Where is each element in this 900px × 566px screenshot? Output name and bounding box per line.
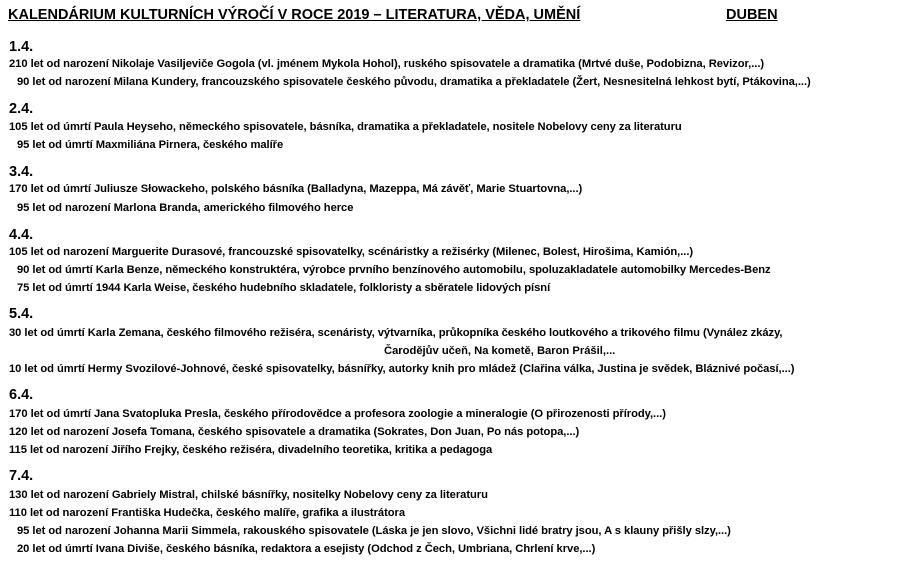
day-heading: 3.4. [9, 164, 34, 180]
anniversary-entry: 90 let od úmrtí Karla Benze, německého konstruktéra, výrobce prvního benzínového automobilu, spoluzakladatele automobilky Mercedes-Benz [17, 264, 771, 276]
anniversary-entry: 90 let od narození Milana Kundery, francouzského spisovatele českého původu, dramatika a překladatele (Žert, Nesnesitelná lehkost bytí, Ptákovina,...) [17, 76, 811, 88]
anniversary-entry: 20 let od úmrtí Ivana Diviše, českého básníka, redaktora a esejisty (Odchod z Čech, Umbriana, Chrlení krve,...) [17, 543, 596, 555]
anniversary-entry: 120 let od narození Josefa Tomana, českého spisovatele a dramatika (Sokrates, Don Juan, Po nás potopa,...) [9, 426, 580, 438]
page-title: KALENDÁRIUM KULTURNÍCH VÝROČÍ V ROCE 2019 – LITERATURA, VĚDA, UMĚNÍ [8, 7, 581, 23]
anniversary-entry: 210 let od narození Nikolaje Vasiljeviče Gogola (vl. jménem Mykola Hohol), ruského spisovatele a dramatika (Mrtvé duše, Podobizna, Revizor,...) [9, 58, 765, 70]
anniversary-entry: 95 let od úmrtí Maxmiliána Pirnera, českého malíře [17, 139, 284, 151]
page-header [8, 7, 888, 27]
anniversary-entry: 30 let od úmrtí Karla Zemana, českého filmového režiséra, scenáristy, výtvarníka, průkopníka českého loutkového a trikového filmu (Vynález zkázy, [9, 327, 783, 339]
day-heading: 5.4. [9, 306, 34, 322]
anniversary-entry: 115 let od narození Jiřího Frejky, českého režiséra, divadelního teoretika, kritika a pedagoga [9, 444, 493, 456]
anniversary-entry: 170 let od úmrtí Juliusze Słowackeho, polského básníka (Balladyna, Mazeppa, Má závěť, Marie Stuartovna,...) [9, 183, 583, 195]
anniversary-entry: 10 let od úmrtí Hermy Svozilové-Johnové, české spisovatelky, básnířky, autorky knih pro mládež (Clařina válka, Justina je svědek, Bláznivé počasí,...) [9, 363, 795, 375]
anniversary-entry: 170 let od úmrtí Jana Svatopluka Presla, českého přírodovědce a profesora zoologie a mineralogie (O přirozenosti přírody,...) [9, 408, 666, 420]
day-heading: 7.4. [9, 468, 34, 484]
anniversary-entry: 105 let od úmrtí Paula Heyseho, německého spisovatele, básníka, dramatika a překladatele, nositele Nobelovy ceny za literaturu [9, 121, 682, 133]
anniversary-entry: 105 let od narození Marguerite Durasové, francouzské spisovatelky, scénáristky a režisérky (Milenec, Bolest, Hirošima, Kamión,...) [9, 246, 694, 258]
day-heading: 2.4. [9, 101, 34, 117]
day-heading: 1.4. [9, 39, 34, 55]
day-heading: 4.4. [9, 227, 34, 243]
anniversary-entry: 75 let od úmrtí 1944 Karla Weise, českého hudebního skladatele, folkloristy a sběratele lidových písní [17, 282, 551, 294]
month-label: DUBEN [726, 7, 778, 23]
anniversary-entry: 110 let od narození Františka Hudečka, českého malíře, grafika a ilustrátora [9, 507, 406, 519]
anniversary-entry: 130 let od narození Gabriely Mistral, chilské básnířky, nositelky Nobelovy ceny za literaturu [9, 489, 488, 501]
anniversary-entry-continuation: Čarodějův učeň, Na kometě, Baron Prášil,... [384, 345, 616, 357]
anniversary-entry: 95 let od narození Johanna Marii Simmela, rakouského spisovatele (Láska je jen slovo, Všichni lidé bratry jsou, A s klauny přišly slzy,...) [17, 525, 731, 537]
day-heading: 6.4. [9, 387, 34, 403]
anniversary-entry: 95 let od narození Marlona Branda, amerického filmového herce [17, 202, 354, 214]
